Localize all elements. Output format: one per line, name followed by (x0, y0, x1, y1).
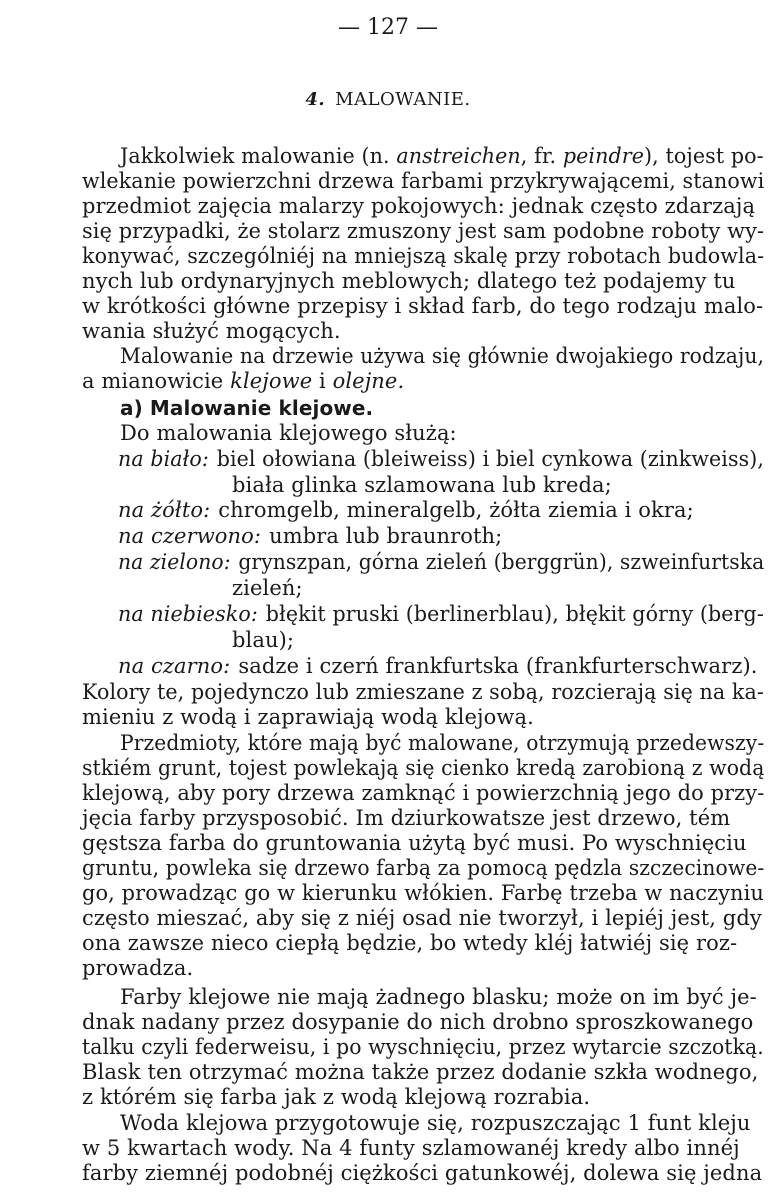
color-pigments: biel ołowiana (bleiweiss) i biel cynkowa (zinkweiss), (216, 447, 765, 471)
term-olejne: olejne. (332, 369, 405, 393)
text-line: jęcia farby przysposobić. Im dziurkowatsze jest drzewo, tém (82, 806, 731, 830)
color-label: na żółto: (118, 498, 211, 522)
text-line: konywać, szczególniéj na mniejszą skalę przy robotach budowla- (82, 244, 765, 268)
color-entry-continuation: biała glinka szlamowana lub kreda; (232, 473, 612, 497)
text-line: dnak nadany przez dosypanie do nich drobno sproszkowanego (82, 1010, 754, 1034)
text-line: wania służyć mogących. (82, 319, 341, 343)
color-entry (118, 601, 764, 627)
text-line (82, 368, 404, 394)
color-pigments: umbra lub braunroth; (269, 524, 503, 548)
page-number: — 127 — (338, 15, 438, 40)
color-entry (118, 523, 502, 549)
text-line: się przypadki, że stolarz zmuszony jest sam podobne roboty wy- (82, 219, 765, 243)
color-pigments: grynszpan, górna zieleń (berggrün), szweinfurtska (238, 550, 765, 574)
text-line: talku czyli federweisu, i po wyschnięciu, przez wytarcie szczotką. (82, 1035, 764, 1059)
text-line: przedmiot zajęcia malarzy pokojowych: jednak często zdarzają (82, 194, 756, 218)
text-line: prowadza. (82, 956, 194, 980)
french-term: peindre (562, 144, 645, 168)
text-line: Blask ten otrzymać można także przez dodanie szkła wodnego, (82, 1060, 759, 1084)
color-entry-continuation: zieleń; (232, 576, 303, 600)
text-line: Malowanie na drzewie używa się głównie dwojakiego rodzaju, (120, 344, 765, 368)
text-line (120, 143, 764, 169)
text-run: a mianowicie (82, 369, 231, 393)
term-klejowe: klejowe (230, 369, 313, 393)
color-label: na czarno: (118, 654, 231, 678)
text-line: Kolory te, pojedynczo lub zmieszane z sobą, rozcierają się na ka- (82, 680, 764, 704)
subsection-heading: a) Malowanie klejowe. (120, 396, 374, 420)
text-line: klejową, aby pory drzewa zamknąć i powierzchnią jego do przy- (82, 781, 765, 805)
text-line: Woda klejowa przygotowuje się, rozpuszczając 1 funt kleju (120, 1111, 751, 1135)
text-run: ), tojest po- (644, 144, 764, 168)
text-line: gruntu, powleka się drzewo farbą za pomocą pędzla szczecinowe- (82, 856, 765, 880)
color-pigments: sadze i czerń frankfurtska (frankfurterschwarz). (238, 654, 758, 678)
text-line: wlekanie powierzchni drzewa farbami przykrywającemi, stanowi (82, 169, 765, 193)
text-line: często mieszać, aby się z niéj osad nie tworzył, i lepiéj jest, gdy (82, 906, 762, 930)
text-line: Przedmioty, które mają być malowane, otrzymują przedewszy- (120, 731, 765, 755)
text-run: Jakkolwiek malowanie (n. (120, 144, 397, 168)
color-entry (118, 653, 758, 679)
color-entry-continuation: blau); (232, 628, 295, 652)
section-title (0, 88, 776, 112)
color-entry (118, 549, 764, 575)
color-pigments: błękit pruski (berlinerblau), błękit górny (berg- (265, 602, 764, 626)
text-line: Do malowania klejowego służą: (120, 421, 457, 445)
color-label: na niebiesko: (118, 602, 258, 626)
text-line: go, prowadząc go w kierunku włókien. Farbę trzeba w naczyniu (82, 881, 764, 905)
text-run: , fr. (520, 144, 563, 168)
text-line: gęstsza farba do gruntowania użytą być musi. Po wyschnięciu (82, 831, 747, 855)
text-line: stkiém grunt, tojest powlekają się cienko kredą zarobioną z wodą (82, 756, 765, 780)
text-line: farby ziemnéj podobnéj ciężkości gatunkowéj, dolewa się jedna (82, 1161, 763, 1185)
text-line: ona zawsze nieco ciepłą będzie, bo wtedy kléj łatwiéj się roz- (82, 931, 738, 955)
text-run: i (312, 369, 333, 393)
text-line: w 5 kwartach wody. Na 4 funty szlamowanéj kredy albo innéj (82, 1136, 740, 1160)
section-number: 4. (305, 89, 326, 110)
text-line: nych lub ordynaryjnych meblowych; dlatego też podajemy tu (82, 269, 736, 293)
text-line: mieniu z wodą i zaprawiają wodą klejową. (82, 705, 534, 729)
color-label: na zielono: (118, 550, 231, 574)
color-entry (118, 446, 764, 472)
color-label: na biało: (118, 447, 209, 471)
text-line: z którém się farba jak z wodą klejową rozrabia. (82, 1085, 591, 1109)
text-line: Farby klejowe nie mają żadnego blasku; może on im być je- (120, 985, 757, 1009)
color-pigments: chromgelb, mineralgelb, żółta ziemia i okra; (218, 498, 694, 522)
german-term: anstreichen (396, 144, 521, 168)
color-entry (118, 497, 694, 523)
text-line: w krótkości główne przepisy i skład farb, do tego rodzaju malo- (82, 294, 764, 318)
color-label: na czerwono: (118, 524, 262, 548)
section-title-text: MALOWANIE. (335, 89, 471, 110)
